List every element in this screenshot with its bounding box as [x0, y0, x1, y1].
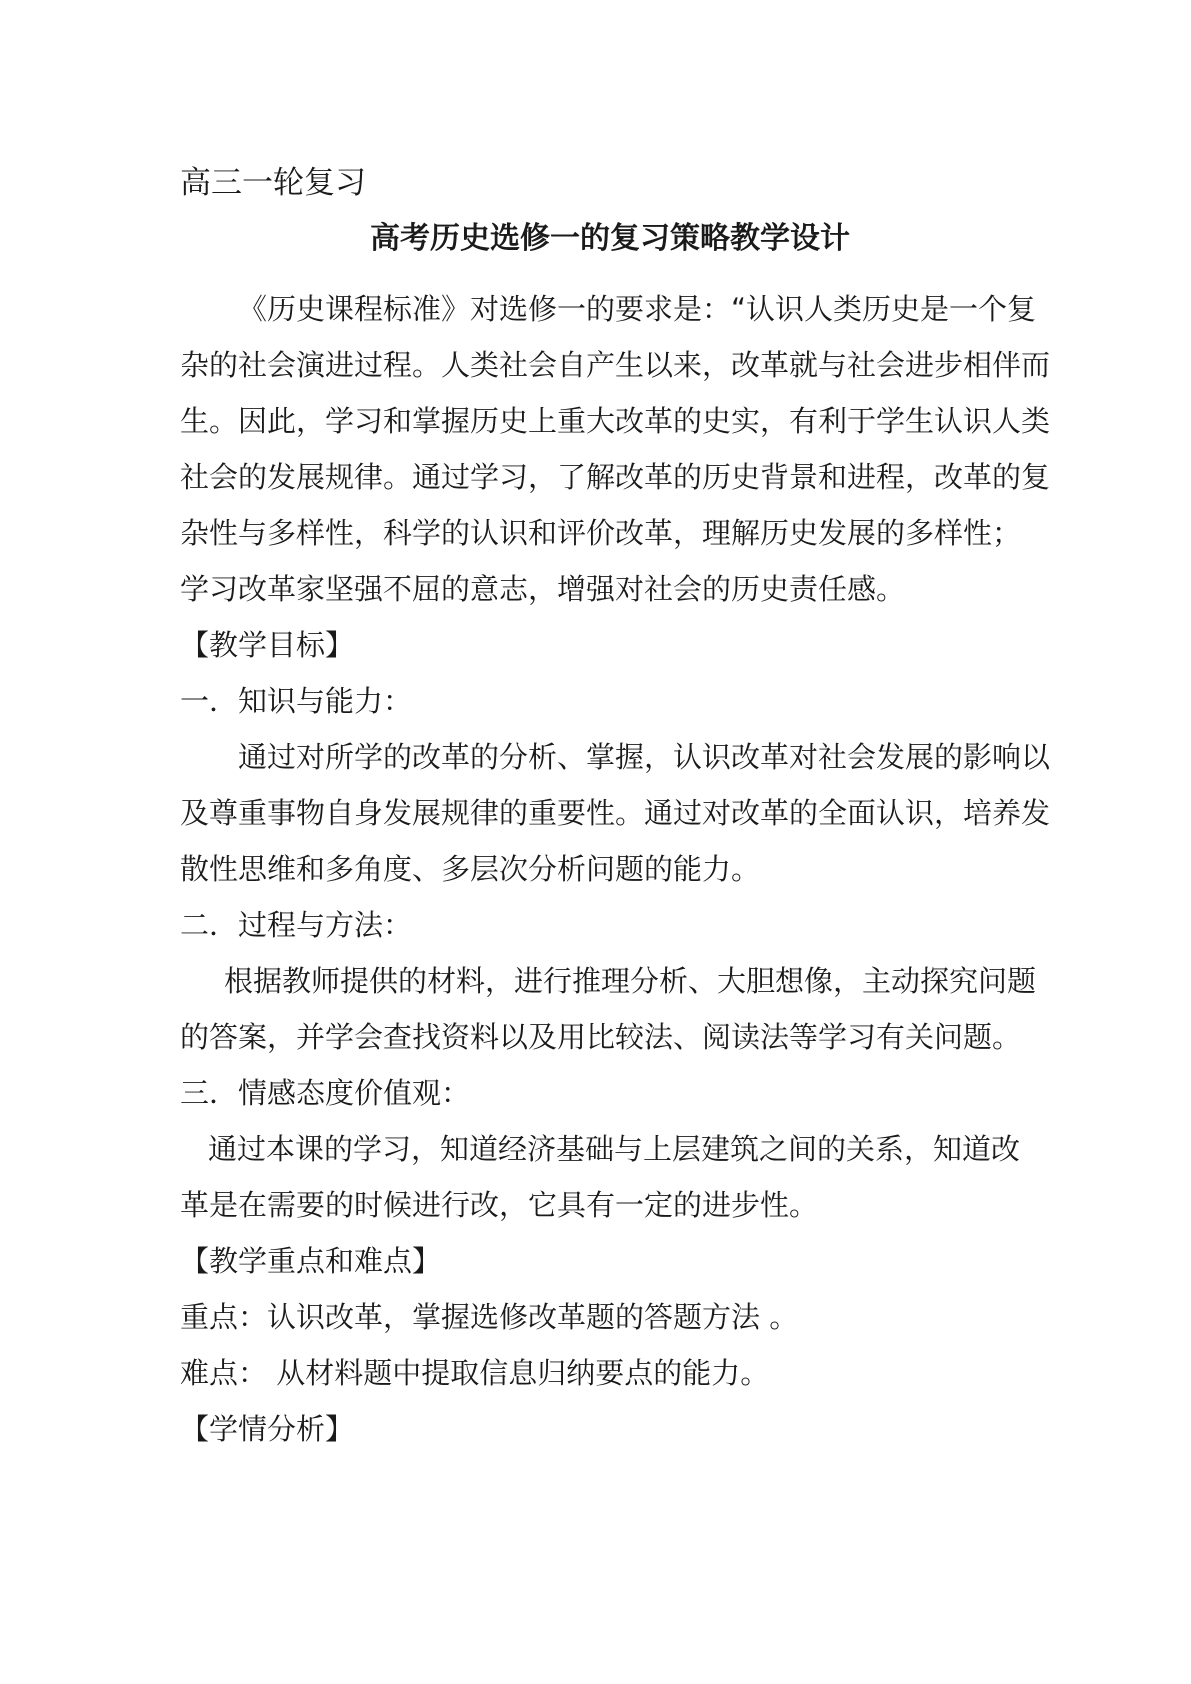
- intro-line: 杂性与多样性，科学的认识和评价改革，理解历史发展的多样性；: [180, 516, 1022, 550]
- keypoint-line: 重点：认识改革，掌握选修改革题的答题方法 。: [180, 1300, 799, 1334]
- document-title: 高考历史选修一的复习策略教学设计: [370, 221, 850, 256]
- paragraph-line: 散性思维和多角度、多层次分析问题的能力。: [180, 852, 761, 886]
- paragraph-line: 通过本课的学习，知道经济基础与上层建筑之间的关系，知道改: [208, 1132, 1021, 1166]
- intro-line: 《历史课程标准》对选修一的要求是：“认识人类历史是一个复: [238, 292, 1037, 326]
- subsection-heading-knowledge: 一．知识与能力：: [180, 684, 413, 718]
- subsection-heading-process: 二．过程与方法：: [180, 908, 413, 942]
- values-paragraph: [180, 1121, 1020, 1233]
- paragraph-line: 通过对所学的改革的分析、掌握，认识改革对社会发展的影响以: [238, 740, 1051, 774]
- intro-line: 社会的发展规律。通过学习，了解改革的历史背景和进程，改革的复: [180, 460, 1051, 494]
- intro-line: 杂的社会演进过程。人类社会自产生以来，改革就与社会进步相伴而: [180, 348, 1051, 382]
- paragraph-line: 根据教师提供的材料，进行推理分析、大胆想像，主动探究问题: [224, 964, 1037, 998]
- paragraph-line: 革是在需要的时候进行改，它具有一定的进步性。: [180, 1188, 819, 1222]
- section-heading-objectives: 【教学目标】: [180, 628, 355, 662]
- paragraph-line: 及尊重事物自身发展规律的重要性。通过对改革的全面认识，培养发: [180, 796, 1051, 830]
- section-heading-keypoints: 【教学重点和难点】: [180, 1244, 442, 1278]
- document-body: [180, 155, 1051, 1457]
- paragraph-line: 的答案，并学会查找资料以及用比较法、阅读法等学习有关问题。: [180, 1020, 1022, 1054]
- subsection-heading-values: 三．情感态度价值观：: [180, 1076, 471, 1110]
- difficulty-line: 难点： 从材料题中提取信息归纳要点的能力。: [180, 1356, 770, 1390]
- header-label: 高三一轮复习: [180, 165, 366, 201]
- intro-paragraph: [180, 281, 1051, 617]
- section-heading-analysis: 【学情分析】: [180, 1412, 355, 1446]
- intro-line: 学习改革家坚强不屈的意志，增强对社会的历史责任感。: [180, 572, 906, 606]
- process-paragraph: [180, 953, 1037, 1065]
- knowledge-paragraph: [180, 729, 1051, 897]
- intro-line: 生。因此，学习和掌握历史上重大改革的史实，有利于学生认识人类: [180, 404, 1051, 438]
